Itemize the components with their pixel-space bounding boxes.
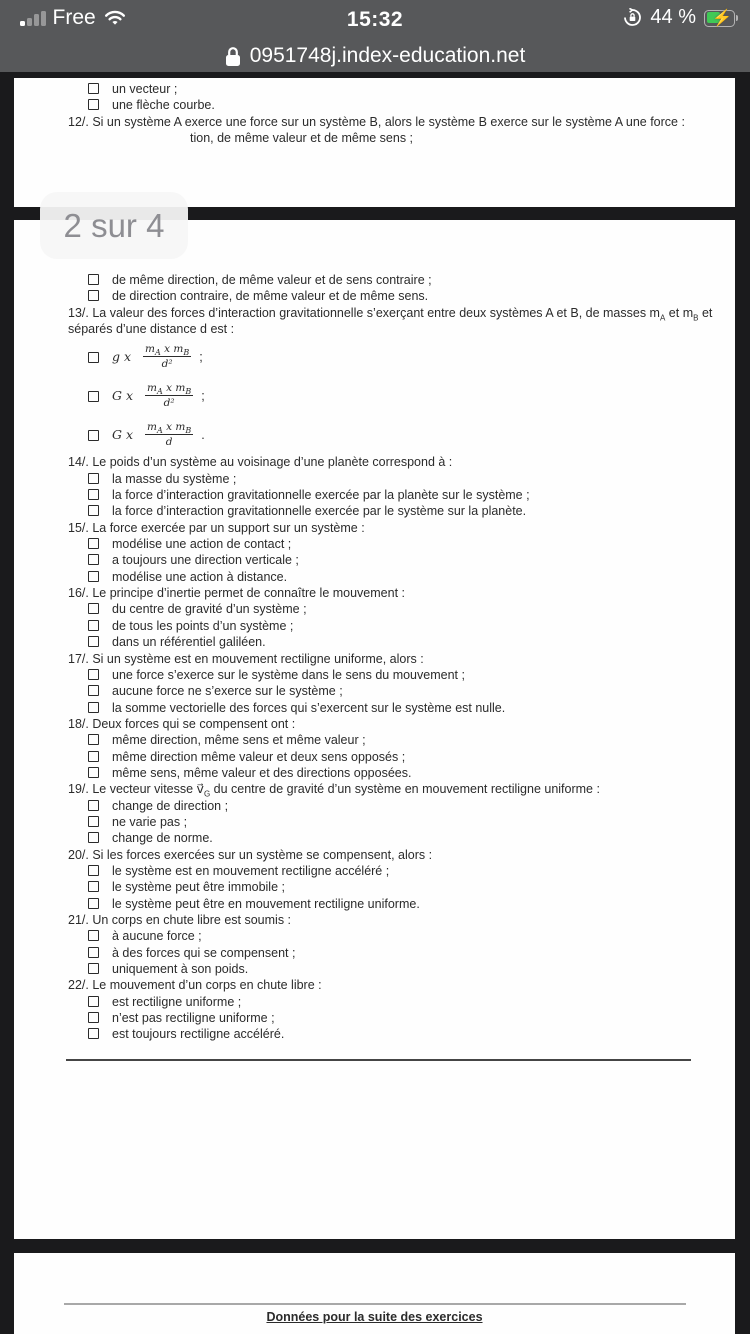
- checkbox-icon: [88, 947, 99, 958]
- checkbox-icon: [88, 898, 99, 909]
- option-label: même sens, même valeur et des directions opposées.: [112, 765, 412, 780]
- answer-option: [14, 683, 735, 699]
- option-label: change de norme.: [112, 831, 213, 846]
- answer-option: [14, 994, 735, 1010]
- fraction: $\frac{m_A x m_B}{d}$: [147, 421, 192, 449]
- checkbox-icon: [88, 702, 99, 713]
- url-bar[interactable]: [0, 40, 750, 72]
- checkbox-icon: [88, 538, 99, 549]
- page-indicator: 2 sur 4: [40, 192, 188, 259]
- checkbox-icon: [88, 489, 99, 500]
- checkbox-icon: [88, 274, 99, 285]
- option-label: à des forces qui se compensent ;: [112, 945, 296, 960]
- pdf-page-3: [14, 1253, 735, 1334]
- option-label: modélise une action de contact ;: [112, 537, 292, 552]
- checkbox-icon: [88, 430, 99, 441]
- answer-option: [14, 1010, 735, 1026]
- option-label: de tous les points d’un système ;: [112, 618, 294, 633]
- checkbox-icon: [88, 685, 99, 696]
- question-text: 20/. Si les forces exercées sur un système se compensent, alors :: [68, 847, 433, 862]
- option-label: à aucune force ;: [112, 929, 202, 944]
- answer-option: [14, 97, 735, 113]
- option-label: un vecteur ;: [112, 82, 178, 96]
- fraction: $\frac{m_A x m_B}{\text{d²}}$: [145, 343, 190, 371]
- checkbox-icon: [88, 816, 99, 827]
- answer-option: [14, 601, 735, 617]
- question-text: 13/. La valeur des forces d’interaction gravitationnelle s’exerçant entre deux systèmes A et B, de masses $m_A$ et $m_B$ et séparés d’une distance d est :: [68, 305, 713, 337]
- checkbox-icon: [88, 734, 99, 745]
- answer-option: [14, 830, 735, 846]
- checkbox-icon: [88, 290, 99, 301]
- checkbox-icon: [88, 930, 99, 941]
- url-text: 0951748j.index-education.net: [249, 44, 526, 67]
- answer-option: [14, 732, 735, 748]
- checkbox-icon: [88, 832, 99, 843]
- answer-option: [14, 945, 735, 961]
- checkbox-icon: [88, 767, 99, 778]
- checkbox-icon: [88, 669, 99, 680]
- answer-option: [14, 569, 735, 585]
- checkbox-icon: [88, 996, 99, 1007]
- section-heading: Données pour la suite des exercices: [266, 1310, 483, 1324]
- checkbox-icon: [88, 963, 99, 974]
- question-text: 14/. Le poids d’un système au voisinage d’une planète correspond à :: [68, 455, 453, 470]
- answer-option: [14, 81, 735, 97]
- option-label: le système peut être en mouvement rectiligne uniforme.: [112, 896, 420, 911]
- checkbox-icon: [88, 881, 99, 892]
- checkbox-icon: [88, 636, 99, 647]
- answer-option: [14, 928, 735, 944]
- formula-prefix: G x: [112, 426, 134, 442]
- formula-suffix: ;: [199, 349, 203, 364]
- answer-option: [14, 487, 735, 503]
- fraction: $\frac{m_A x m_B}{\text{d²}}$: [147, 382, 192, 410]
- answer-option: [14, 798, 735, 814]
- pdf-page-2: [14, 220, 735, 1239]
- answer-option: [14, 863, 735, 879]
- option-label: uniquement à son poids.: [112, 962, 249, 977]
- option-label: aucune force ne s’exerce sur le système ;: [112, 684, 343, 699]
- checkbox-icon: [88, 865, 99, 876]
- question-text: 15/. La force exercée par un support sur un système :: [68, 520, 365, 535]
- checkbox-icon: [88, 473, 99, 484]
- pdf-page-1: [14, 78, 735, 207]
- answer-option-formula: [14, 415, 735, 454]
- answer-option: [14, 879, 735, 895]
- answer-option: [14, 272, 735, 288]
- option-label: modélise une action à distance.: [112, 569, 288, 584]
- answer-option: [14, 471, 735, 487]
- question-text: 19/. Le vecteur vitesse $v⃗_G$ du centre de gravité d’un système en mouvement rectiligne uniforme :: [68, 782, 600, 799]
- option-label: a toujours une direction verticale ;: [112, 553, 299, 568]
- answer-option: [14, 961, 735, 977]
- checkbox-icon: [88, 391, 99, 402]
- option-label: la force d’interaction gravitationnelle exercée par le système sur la planète.: [112, 504, 527, 519]
- option-label: change de direction ;: [112, 798, 229, 813]
- option-label: la masse du système ;: [112, 471, 237, 486]
- option-label-partial: tion, de même valeur et de même sens ;: [190, 131, 414, 146]
- pdf-viewport[interactable]: [0, 72, 750, 1334]
- answer-option: [14, 814, 735, 830]
- option-label: de direction contraire, de même valeur et de même sens.: [112, 289, 429, 304]
- option-label: ne varie pas ;: [112, 814, 188, 829]
- answer-option: [14, 503, 735, 519]
- checkbox-icon: [88, 83, 99, 94]
- question-text: 22/. Le mouvement d’un corps en chute libre :: [68, 978, 322, 993]
- status-bar-top-row: [0, 0, 750, 40]
- answer-option: [14, 667, 735, 683]
- question-text: 18/. Deux forces qui se compensent ont :: [68, 716, 296, 731]
- status-bar: [0, 0, 750, 72]
- lock-icon: [225, 46, 241, 67]
- answer-option: [14, 552, 735, 568]
- formula-suffix: .: [201, 427, 205, 442]
- checkbox-icon: [88, 352, 99, 363]
- checkbox-icon: [88, 505, 99, 516]
- answer-option: [14, 765, 735, 781]
- option-label: est toujours rectiligne accéléré.: [112, 1027, 285, 1042]
- battery-charging-icon: ⚡: [704, 10, 738, 26]
- rotation-lock-icon: [623, 8, 642, 27]
- checkbox-icon: [88, 603, 99, 614]
- formula-suffix: ;: [201, 388, 205, 403]
- answer-option: [14, 634, 735, 650]
- answer-option: [14, 749, 735, 765]
- option-label: même direction, même sens et même valeur ;: [112, 733, 366, 748]
- option-label: même direction même valeur et deux sens opposés ;: [112, 749, 406, 764]
- answer-option: [14, 896, 735, 912]
- checkbox-icon: [88, 554, 99, 565]
- formula-prefix: G x: [112, 387, 134, 403]
- checkbox-icon: [88, 620, 99, 631]
- section-divider-line: [64, 1303, 686, 1305]
- option-label: dans un référentiel galiléen.: [112, 635, 266, 650]
- page2-content: [14, 220, 735, 1043]
- checkbox-icon: [88, 99, 99, 110]
- answer-option: [14, 1026, 735, 1042]
- battery-percent-label: 44 %: [650, 6, 696, 28]
- option-label: du centre de gravité d’un système ;: [112, 602, 307, 617]
- checkbox-icon: [88, 800, 99, 811]
- option-label: la force d’interaction gravitationnelle exercée par la planète sur le système ;: [112, 488, 530, 503]
- option-label: est rectiligne uniforme ;: [112, 994, 242, 1009]
- checkbox-icon: [88, 751, 99, 762]
- clock: 15:32: [346, 8, 404, 31]
- option-label: le système est en mouvement rectiligne accéléré ;: [112, 863, 390, 878]
- option-label: une force s’exerce sur le système dans le sens du mouvement ;: [112, 667, 465, 682]
- option-label: une flèche courbe.: [112, 98, 215, 113]
- answer-option: [14, 700, 735, 716]
- checkbox-icon: [88, 571, 99, 582]
- page1-content: [14, 78, 735, 146]
- answer-option: [14, 536, 735, 552]
- question-text: 12/. Si un système A exerce une force sur un système B, alors le système B exerce sur le système A une force :: [68, 114, 685, 129]
- carrier-label: Free: [52, 6, 96, 29]
- question-text: 17/. Si un système est en mouvement rectiligne uniforme, alors :: [68, 651, 424, 666]
- option-label: n’est pas rectiligne uniforme ;: [112, 1011, 275, 1026]
- answer-option: [14, 618, 735, 634]
- answer-option: [14, 288, 735, 304]
- question-text: 16/. Le principe d’inertie permet de connaître le mouvement :: [68, 586, 405, 601]
- answer-option-formula: [14, 376, 735, 415]
- option-label: le système peut être immobile ;: [112, 880, 285, 895]
- checkbox-icon: [88, 1012, 99, 1023]
- option-label: la somme vectorielle des forces qui s’exercent sur le système est nulle.: [112, 700, 506, 715]
- checkbox-icon: [88, 1028, 99, 1039]
- answer-option-formula: [14, 337, 735, 376]
- option-label: de même direction, de même valeur et de sens contraire ;: [112, 273, 432, 287]
- section-divider-line: [66, 1059, 691, 1061]
- question-text: 21/. Un corps en chute libre est soumis :: [68, 913, 292, 927]
- formula-prefix: g x: [112, 348, 132, 364]
